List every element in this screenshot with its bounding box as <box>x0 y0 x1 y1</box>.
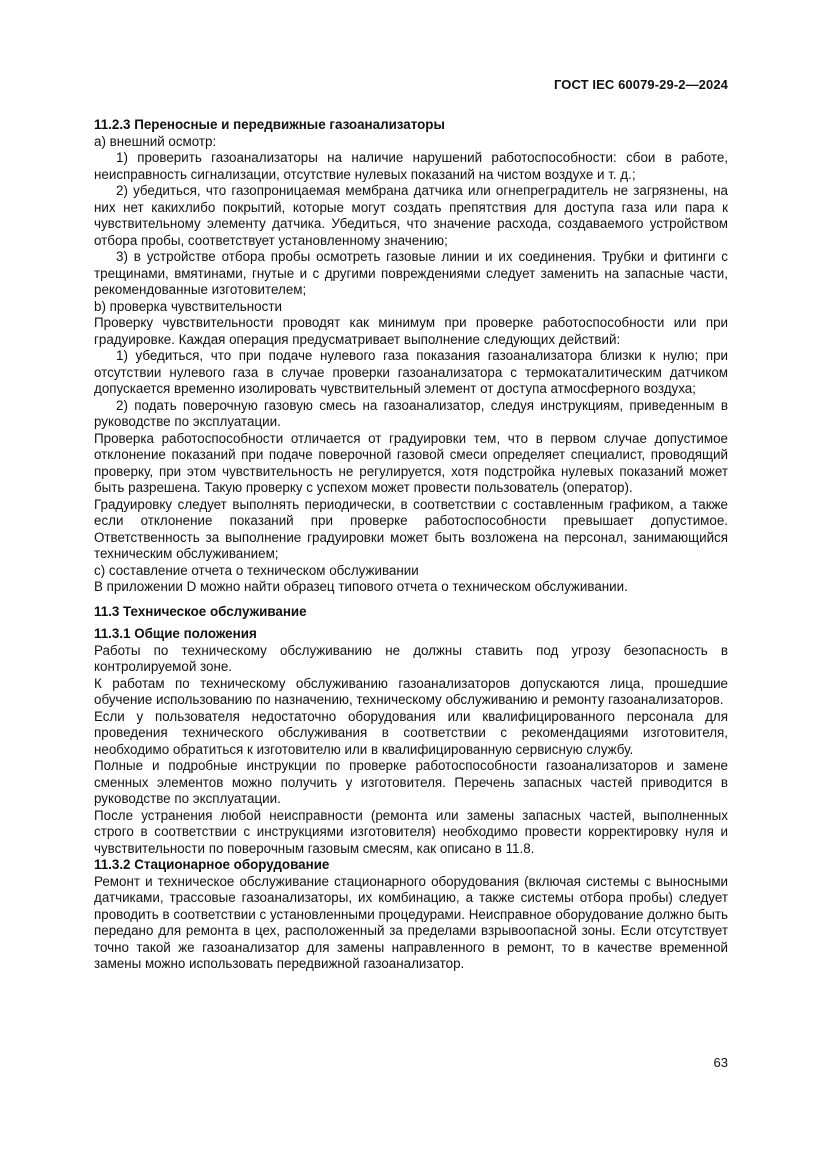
paragraph-a1: 1) проверить газоанализаторы на наличие нарушений работоспособности: сбои в работе, неисправность сигнализации, отсутствие нулевых показаний на чистом воздухе и т. д.; <box>94 150 728 182</box>
paragraph-c: В приложении D можно найти образец типового отчета о техническом обслуживании. <box>94 579 628 594</box>
paragraph-b-intro: Проверку чувствительности проводят как минимум при проверке работоспособности или при градуировке. Каждая операция предусматривает выполнение следующих действий: <box>94 315 728 347</box>
list-item-b: b) проверка чувствительности <box>94 298 282 314</box>
paragraph-11-3-1-2: К работам по техническому обслуживанию газоанализаторов допускаются лица, прошедшие обучение использованию по назначению, техническому обслуживанию и ремонту газоанализаторов. <box>94 675 728 707</box>
paragraph-b1: 1) убедиться, что при подаче нулевого газа показания газоанализатора близки к нулю; при отсутствии нулевого газа в случае проверки газоанализатора с термокаталитическим датчиком допускается временно изолировать чувствительный элемент от доступа атмосферного воздуха; <box>94 348 728 396</box>
page-body <box>94 117 728 973</box>
section-heading-11-2-3: 11.2.3 Переносные и передвижные газоанализаторы <box>94 117 445 132</box>
paragraph-b2: 2) подать поверочную газовую смесь на газоанализатор, следуя инструкциям, приведенным в руководстве по эксплуатации. <box>94 397 728 429</box>
paragraph-11-3-1-1: Работы по техническому обслуживанию не должны ставить под угрозу безопасность в контролируемой зоне. <box>94 642 728 674</box>
paragraph-11-3-1-5: После устранения любой неисправности (ремонта или замены запасных частей, выполненных строго в соответствии с инструкциями изготовителя) необходимо провести корректировку нуля и чувствительности по поверочным газовым смесям, как описано в 11.8. <box>94 807 728 856</box>
paragraph-b-check: Проверка работоспособности отличается от градуировки тем, что в первом случае допустимое отклонение показаний при подаче поверочной газовой смеси определяет специалист, проводящий проверку, при этом чувствительность не регулируется, хотя подстройка нулевых показаний может быть разрешена. Такую проверку с успехом может провести пользователь (оператор). <box>94 430 728 495</box>
paragraph-a2: 2) убедиться, что газопроницаемая мембрана датчика или огнепреградитель не загрязнены, на них нет какихлибо покрытий, которые могут создать препятствия для доступа газа или пара к чувствительному элементу датчика. Убедиться, что значение расхода, создаваемого устройством отбора пробы, соответствует установленному значению; <box>94 183 728 248</box>
paragraph-11-3-2-1: Ремонт и техническое обслуживание стационарного оборудования (включая системы с выносными датчиками, трассовые газоанализаторы, их комбинацию, а также системы отбора пробы) следует проводить в соответствии с установленными процедурами. Неисправное оборудование должно быть передано для ремонта в цех, расположенный за пределами взрывоопасной зоны. Если отсутствует точно такой же газоанализатор для замены направленного в ремонт, то в качестве временной замены можно использовать передвижной газоанализатор. <box>94 873 728 971</box>
paragraph-a3: 3) в устройстве отбора пробы осмотреть газовые линии и их соединения. Трубки и фитинги с трещинами, вмятинами, гнутые и с другими повреждениями следует заменить на запасные части, рекомендованные изготовителем; <box>94 249 728 297</box>
page-number: 63 <box>713 1055 728 1070</box>
section-heading-11-3-1: 11.3.1 Общие положения <box>94 626 257 641</box>
section-heading-11-3-2: 11.3.2 Стационарное оборудование <box>94 857 330 872</box>
paragraph-11-3-1-4: Полные и подробные инструкции по проверке работоспособности газоанализаторов и замене сменных элементов можно получить у изготовителя. Перечень запасных частей приводится в руководстве по эксплуатации. <box>94 758 728 806</box>
section-heading-11-3: 11.3 Техническое обслуживание <box>94 603 307 619</box>
document-header: ГОСТ IEC 60079-29-2—2024 <box>553 77 728 92</box>
paragraph-11-3-1-3: Если у пользователя недостаточно оборудования или квалифицированного персонала для проведения технического обслуживания в соответствии с рекомендациями изготовителя, необходимо обратиться к изготовителю или в квалифицированную сервисную службу. <box>94 708 728 757</box>
list-item-c: с) составление отчета о техническом обслуживании <box>94 562 419 578</box>
paragraph-b-calibration: Градуировку следует выполнять периодически, в соответствии с составленным графиком, а также если отклонение показаний при проверке работоспособности превышает допустимое. Ответственность за выполнение градуировки может быть возложена на персонал, занимающийся техническим обслуживанием; <box>94 496 728 561</box>
list-item-a: а) внешний осмотр: <box>94 133 217 149</box>
